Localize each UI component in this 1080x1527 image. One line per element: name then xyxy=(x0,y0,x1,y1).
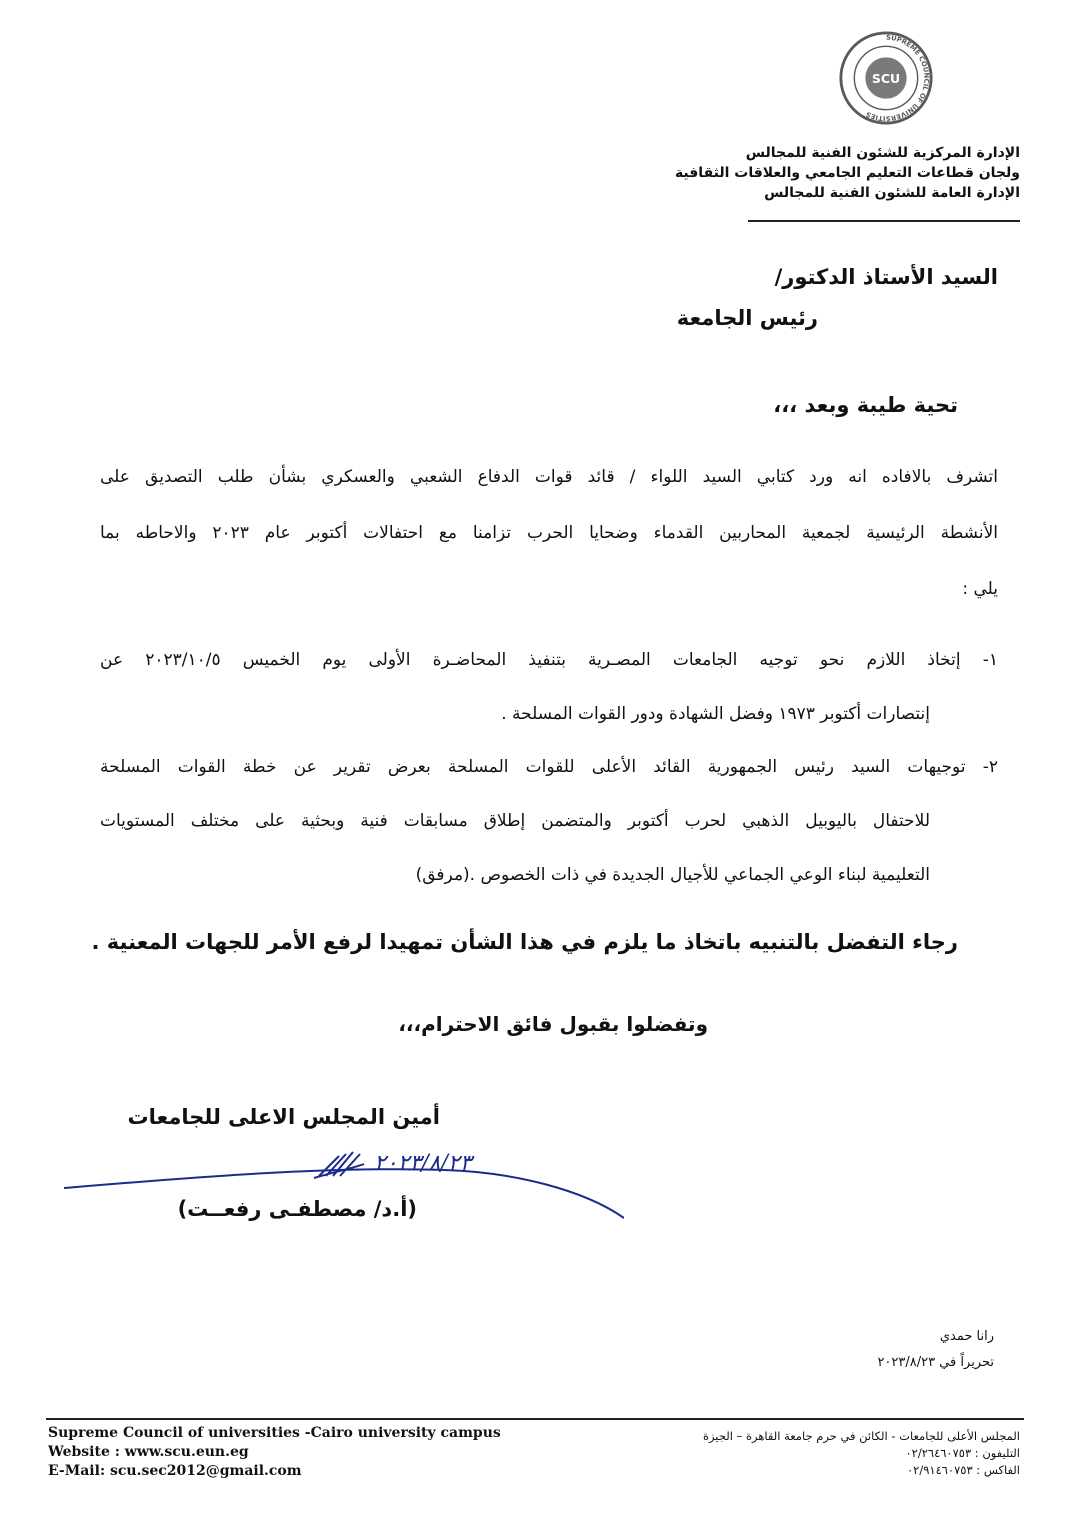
addressee-role: رئيس الجامعة xyxy=(676,306,818,330)
footer-email: E-Mail: scu.sec2012@gmail.com xyxy=(48,1463,302,1479)
list-item-1-text-1: إتخاذ اللازم نحو توجيه الجامعات المصـرية بتنفيذ المحاضـرة الأولى يوم الخميس ٢٠٢٣/١٠/٥ عن xyxy=(100,650,961,670)
department-line-2: ولجان قطاعات التعليم الجامعي والعلاقات الثقافية xyxy=(674,165,1020,181)
footer-contact-en xyxy=(48,1424,501,1481)
intro-paragraph xyxy=(100,467,998,635)
header-divider xyxy=(748,220,1020,222)
department-line-1: الإدارة المركزية للشئون الفنية للمجالس xyxy=(745,145,1020,161)
request-sentence: رجاء التفضل بالتنبيه باتخاذ ما يلزم في هذا الشأن تمهيدا لرفع الأمر للجهات المعنية . xyxy=(91,930,958,954)
list-item-1-line-2: إنتصارات أكتوبر ١٩٧٣ وفضل الشهادة ودور القوات المسلحة . xyxy=(501,704,930,724)
intro-line-2: الأنشطة الرئيسية لجمعية المحاربين القدماء وضحايا الحرب تزامنا مع احتفالات أكتوبر عام ٢٠٢٣ والاحاطه بما xyxy=(100,523,998,543)
list-item-1-number: ١- xyxy=(982,650,999,670)
written-date: تحريراً في ٢٠٢٣/٨/٢٣ xyxy=(877,1355,994,1370)
closing-phrase: وتفضلوا بقبول فائق الاحترام،،، xyxy=(398,1012,708,1036)
intro-line-3: يلي : xyxy=(962,579,998,599)
list-item-2-number: ٢- xyxy=(982,757,998,777)
footer-phone: التليفون : ٠٢/٢٦٤٦٠٧٥٣ xyxy=(905,1446,1020,1460)
list-item-1-line-1 xyxy=(100,650,998,704)
footer-address-en: Supreme Council of universities -Cairo university campus xyxy=(48,1425,501,1441)
logo-ring-text: SUPREME COUNCIL OF UNIVERSITIES xyxy=(864,33,931,123)
addressee-title: السيد الأستاذ الدكتور/ xyxy=(774,265,998,289)
writer-name: رانا حمدي xyxy=(939,1329,994,1344)
scu-logo xyxy=(838,30,934,126)
list-item-1 xyxy=(100,650,998,758)
signature-date: ٢٠٢٣/٨/٢٣ xyxy=(374,1151,472,1176)
list-item-2-line-1 xyxy=(100,757,998,811)
department-line-3: الإدارة العامة للشئون الفنية للمجالس xyxy=(764,185,1020,201)
footer-contact-ar xyxy=(703,1428,1020,1479)
footer-website: Website : www.scu.eun.eg xyxy=(48,1444,249,1460)
footer-divider xyxy=(46,1418,1024,1420)
footer-fax: الفاكس : ٠٢/٩١٤٦٠٧٥٣ xyxy=(907,1463,1020,1477)
list-item-2-line-3: التعليمية لبناء الوعي الجماعي للأجيال الجديدة في ذات الخصوص .(مرفق) xyxy=(415,865,930,885)
intro-line-1: اتشرف بالافاده انه ورد كتابي السيد اللواء / قائد قوات الدفاع الشعبي والعسكري بشأن طلب التصديق على xyxy=(100,467,998,487)
list-item-2-text-1: توجيهات السيد رئيس الجمهورية القائد الأعلى للقوات المسلحة بعرض تقرير عن خطة القوات المسلحة xyxy=(100,757,966,777)
list-item-2-line-2: للاحتفال باليوبيل الذهبي لحرب أكتوبر والمتضمن إطلاق مسابقات فنية وبحثية على مختلف المستويات xyxy=(100,811,930,831)
footer-address-ar: المجلس الأعلى للجامعات - الكائن في حرم جامعة القاهرة – الجيزة xyxy=(702,1429,1020,1443)
logo-center-text: SCU xyxy=(871,70,901,86)
greeting: تحية طيبة وبعد ،،، xyxy=(773,393,958,417)
list-item-2 xyxy=(100,757,998,919)
department-header xyxy=(675,143,1020,203)
signatory-title: أمين المجلس الاعلى للجامعات xyxy=(127,1105,440,1129)
signatory-name: (أ.د/ مصطفـى رفعــت) xyxy=(177,1197,417,1221)
